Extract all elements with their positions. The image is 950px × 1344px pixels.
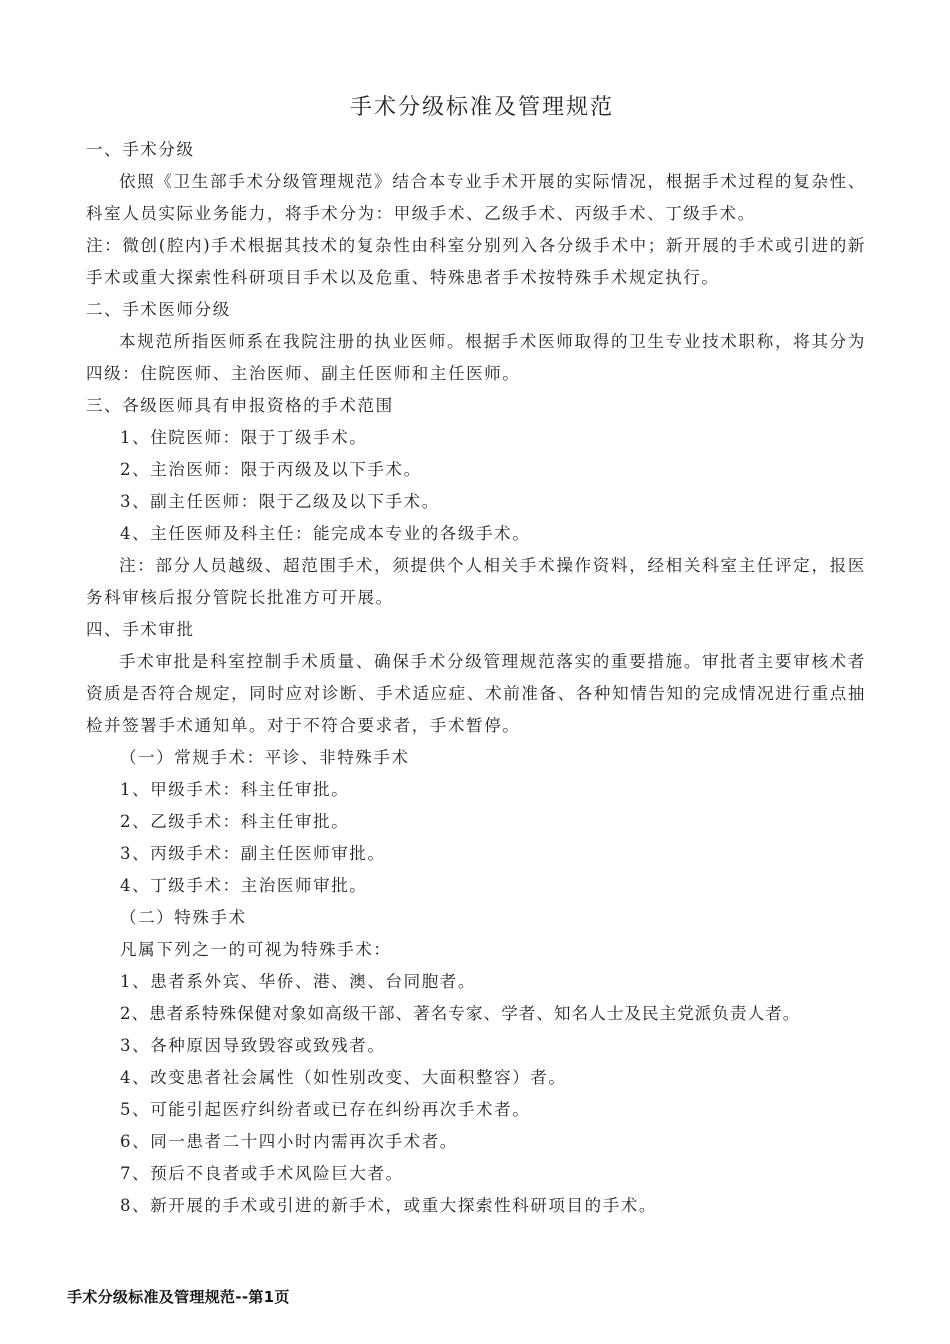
section-heading-4: 四、手术审批: [86, 620, 195, 639]
list-item: 1、甲级手术：科主任审批。: [120, 780, 350, 799]
section-4-paragraph: 手术审批是科室控制手术质量、确保手术分级管理规范落实的重要措施。审批者主要审核术者资质是否符合规定，同时应对诊断、手术适应症、术前准备、各种知情告知的完成情况进行重点抽检并签署手术通知单。对于不符合要求者，手术暂停。: [86, 652, 866, 735]
document-title: 手术分级标准及管理规范: [349, 95, 614, 120]
section-1-note: 注：微创(腔内)手术根据其技术的复杂性由科室分别列入各分级手术中；新开展的手术或引进的新手术或重大探索性科研项目手术以及危重、特殊患者手术按特殊手术规定执行。: [86, 236, 866, 287]
list-item: 8、新开展的手术或引进的新手术，或重大探索性科研项目的手术。: [120, 1196, 657, 1215]
list-item: 7、预后不良者或手术风险巨大者。: [120, 1164, 404, 1183]
list-item: 4、丁级手术：主治医师审批。: [120, 876, 368, 895]
subsection-heading-2: （二）特殊手术: [120, 908, 247, 927]
section-1-paragraph: 依照《卫生部手术分级管理规范》结合本专业手术开展的实际情况，根据手术过程的复杂性、科室人员实际业务能力，将手术分为：甲级手术、乙级手术、丙级手术、丁级手术。: [86, 172, 866, 223]
list-item: 6、同一患者二十四小时内需再次手术者。: [120, 1132, 458, 1151]
list-item: 3、各种原因导致毁容或致残者。: [120, 1036, 386, 1055]
subsection-heading-1: （一）常规手术：平诊、非特殊手术: [120, 748, 410, 767]
document-page: [86, 86, 866, 1222]
section-3-note: 注：部分人员越级、超范围手术，须提供个人相关手术操作资料，经相关科室主任评定，报医务科审核后报分管院长批准方可开展。: [86, 556, 866, 607]
list-item: 2、乙级手术：科主任审批。: [120, 812, 350, 831]
list-item: 3、丙级手术：副主任医师审批。: [120, 844, 386, 863]
list-item: 4、主任医师及科主任：能完成本专业的各级手术。: [120, 524, 531, 543]
section-heading-3: 三、各级医师具有申报资格的手术范围: [86, 396, 394, 415]
list-item: 1、患者系外宾、华侨、港、澳、台同胞者。: [120, 972, 476, 991]
list-item: 4、改变患者社会属性（如性别改变、大面积整容）者。: [120, 1068, 567, 1087]
list-item: 1、住院医师：限于丁级手术。: [120, 428, 368, 447]
section-heading-1: 一、手术分级: [86, 140, 195, 159]
list-item: 3、副主任医师：限于乙级及以下手术。: [120, 492, 440, 511]
list-item: 2、主治医师：限于丙级及以下手术。: [120, 460, 422, 479]
section-2-paragraph: 本规范所指医师系在我院注册的执业医师。根据手术医师取得的卫生专业技术职称，将其分为四级：住院医师、主治医师、副主任医师和主任医师。: [86, 332, 866, 383]
page-footer: 手术分级标准及管理规范--第1页: [67, 1288, 290, 1306]
list-item: 5、可能引起医疗纠纷者或已存在纠纷再次手术者。: [120, 1100, 531, 1119]
section-heading-2: 二、手术医师分级: [86, 300, 231, 319]
list-item: 2、患者系特殊保健对象如高级干部、著名专家、学者、知名人士及民主党派负责人者。: [120, 1004, 801, 1023]
subsection-intro: 凡属下列之一的可视为特殊手术：: [120, 940, 392, 959]
